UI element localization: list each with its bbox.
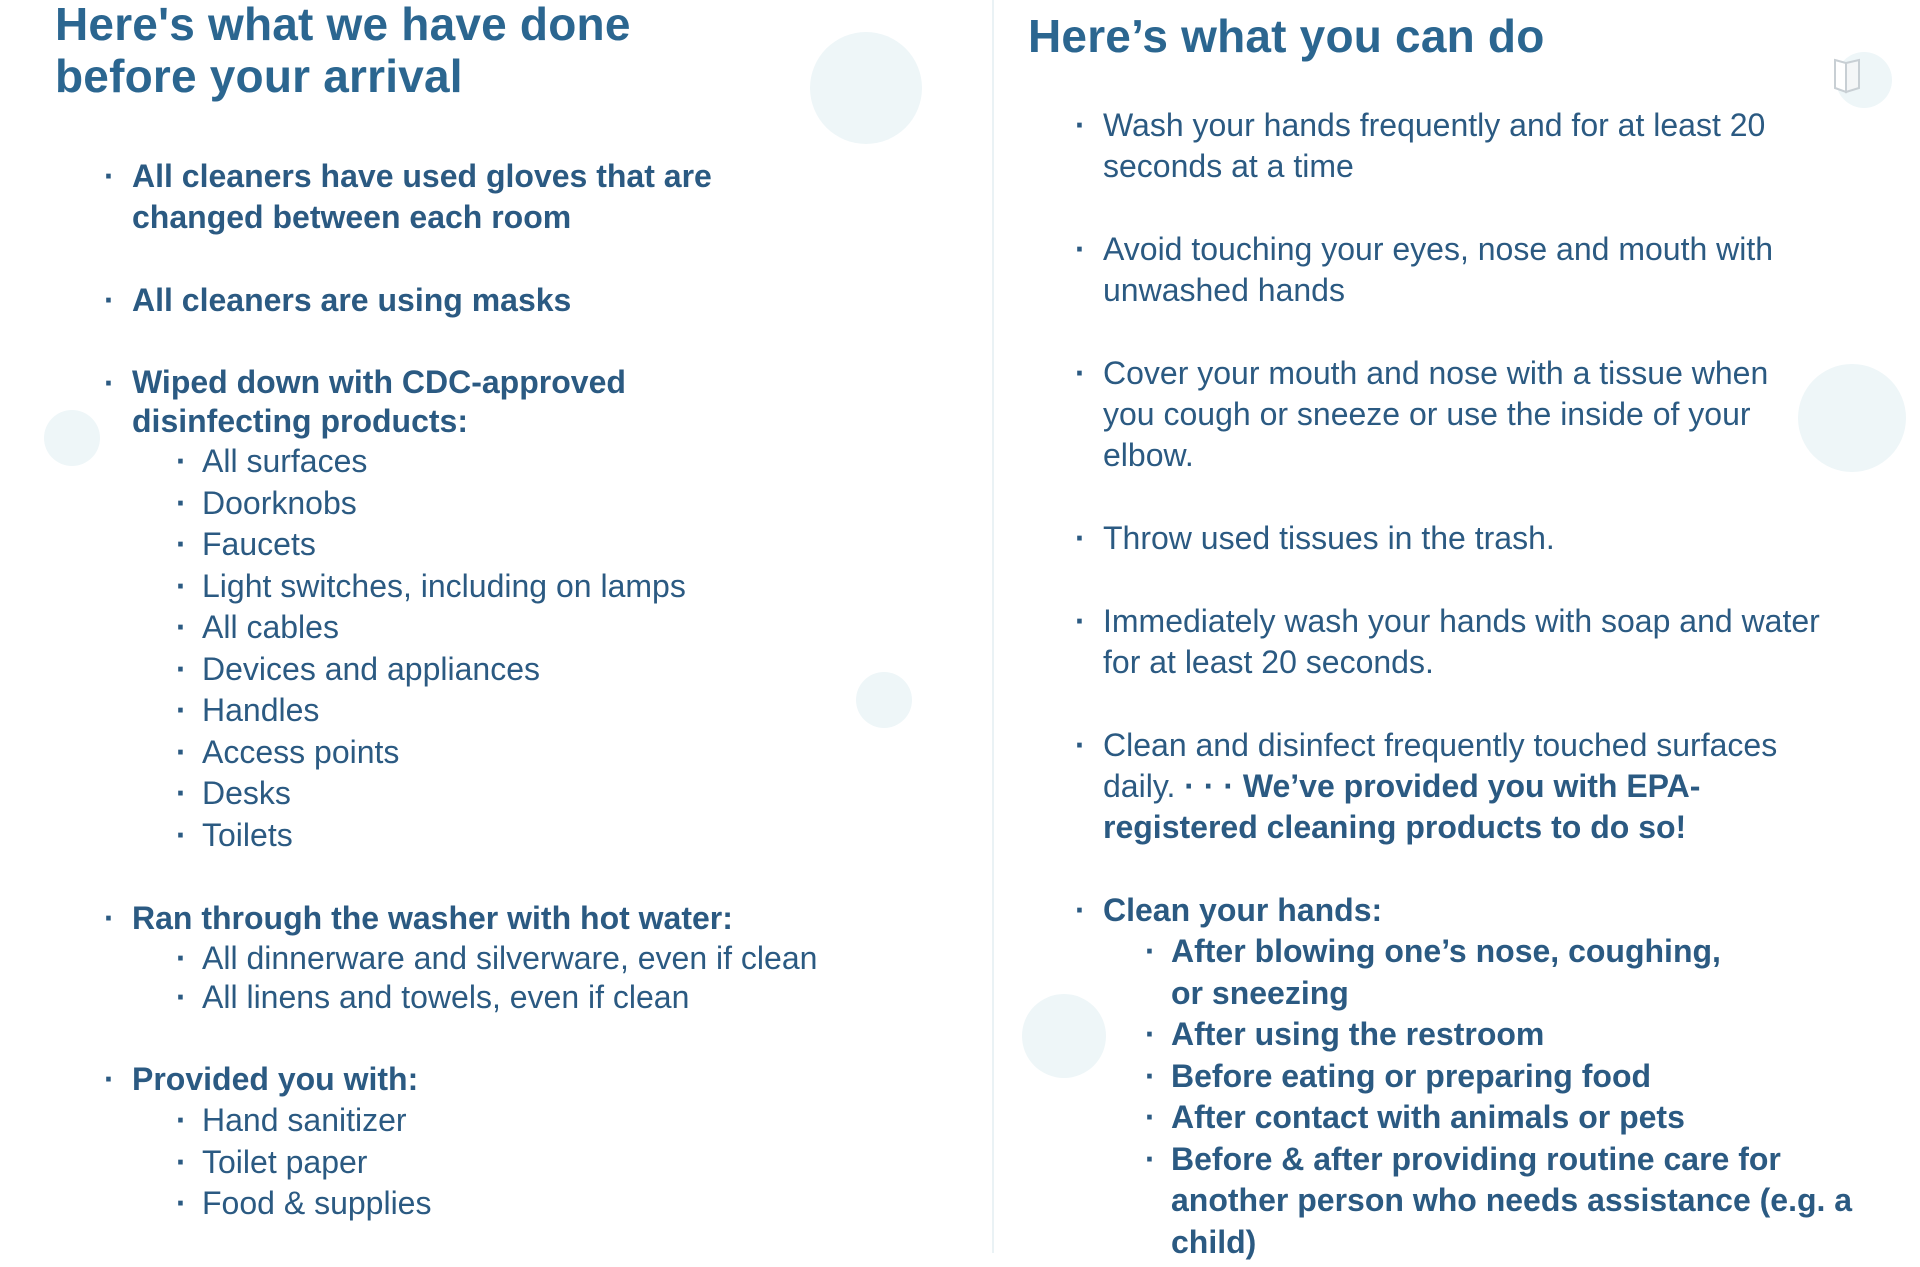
list-item: · Provided you with: · Hand sanitizer · Toilet paper · Food & supplies: [132, 1059, 955, 1225]
sub-list: [202, 939, 955, 1017]
left-heading-line1: Here's what we have done: [55, 0, 631, 50]
sub-item: · Access points: [202, 732, 955, 774]
sub-list: [202, 1100, 955, 1225]
sub-item: · All linens and towels, even if clean: [202, 978, 955, 1017]
list-item: · Wiped down with CDC-approved disinfecting products: · All surfaces · Doorknobs · Faucets · Light switches, including on lamps · All cables · Devices and appliances · Handles · Access points · Desks · Toilets: [132, 363, 955, 856]
sub-item: · All surfaces: [202, 441, 955, 483]
sub-item: · Desks: [202, 773, 955, 815]
list-item: · All cleaners are using masks: [132, 280, 955, 321]
sub-item: · All dinnerware and silverware, even if clean: [202, 939, 955, 978]
list-item: · Wash your hands frequently and for at least 20 seconds at a time: [1103, 105, 1843, 187]
left-heading-line2: before your arrival: [55, 50, 463, 102]
sub-item: · All cables: [202, 607, 955, 649]
sub-list: [202, 441, 955, 856]
list-item: · Throw used tissues in the trash.: [1103, 518, 1888, 559]
list-item: · Avoid touching your eyes, nose and mouth with unwashed hands: [1103, 229, 1863, 311]
column-divider: [992, 0, 994, 1253]
sub-item: · Hand sanitizer: [202, 1100, 955, 1142]
sub-item: · Doorknobs: [202, 483, 955, 525]
right-column: [1028, 0, 1888, 1263]
sub-item: · Devices and appliances: [202, 649, 955, 691]
list-item: · Clean your hands: · After blowing one’s nose, coughing, or sneezing · After using the restroom · Before eating or preparing food · After contact with animals or pets · Before & after providing routine care for another person who needs assistance (e.g. a child): [1103, 890, 1888, 1263]
sub-item: · Before & after providing routine care for another person who needs assistance (e.g. a child): [1171, 1139, 1871, 1264]
dots: · · ·: [1184, 768, 1234, 804]
todo-list: [1103, 105, 1888, 1263]
list-item: · Clean and disinfect frequently touched surfaces daily. · · · We’ve provided you with EPA-registered cleaning products to do so!: [1103, 725, 1843, 848]
sub-item: · Faucets: [202, 524, 955, 566]
list-item: · Immediately wash your hands with soap and water for at least 20 seconds.: [1103, 601, 1823, 683]
sub-item: · Before eating or preparing food: [1171, 1056, 1871, 1098]
sub-item: · Toilets: [202, 815, 955, 857]
list-item: · Ran through the washer with hot water: · All dinnerware and silverware, even if clean · All linens and towels, even if clean: [132, 898, 955, 1017]
sub-item: · Toilet paper: [202, 1142, 955, 1184]
list-item: · All cleaners have used gloves that are changed between each room: [132, 156, 772, 238]
right-heading: Here’s what you can do: [1028, 10, 1545, 62]
sub-item: · Food & supplies: [202, 1183, 955, 1225]
sub-item: · Handles: [202, 690, 955, 732]
list-item: · Cover your mouth and nose with a tissue when you cough or sneeze or use the inside of your elbow.: [1103, 353, 1823, 476]
sub-item: · After using the restroom: [1171, 1014, 1871, 1056]
sub-item: · Light switches, including on lamps: [202, 566, 955, 608]
sub-item: · After blowing one’s nose, coughing, or sneezing: [1171, 931, 1731, 1014]
sub-list: [1171, 931, 1871, 1263]
left-column: [55, 0, 955, 1267]
done-list: [132, 156, 955, 1225]
left-heading: [55, 0, 955, 102]
sub-item: · After contact with animals or pets: [1171, 1097, 1871, 1139]
